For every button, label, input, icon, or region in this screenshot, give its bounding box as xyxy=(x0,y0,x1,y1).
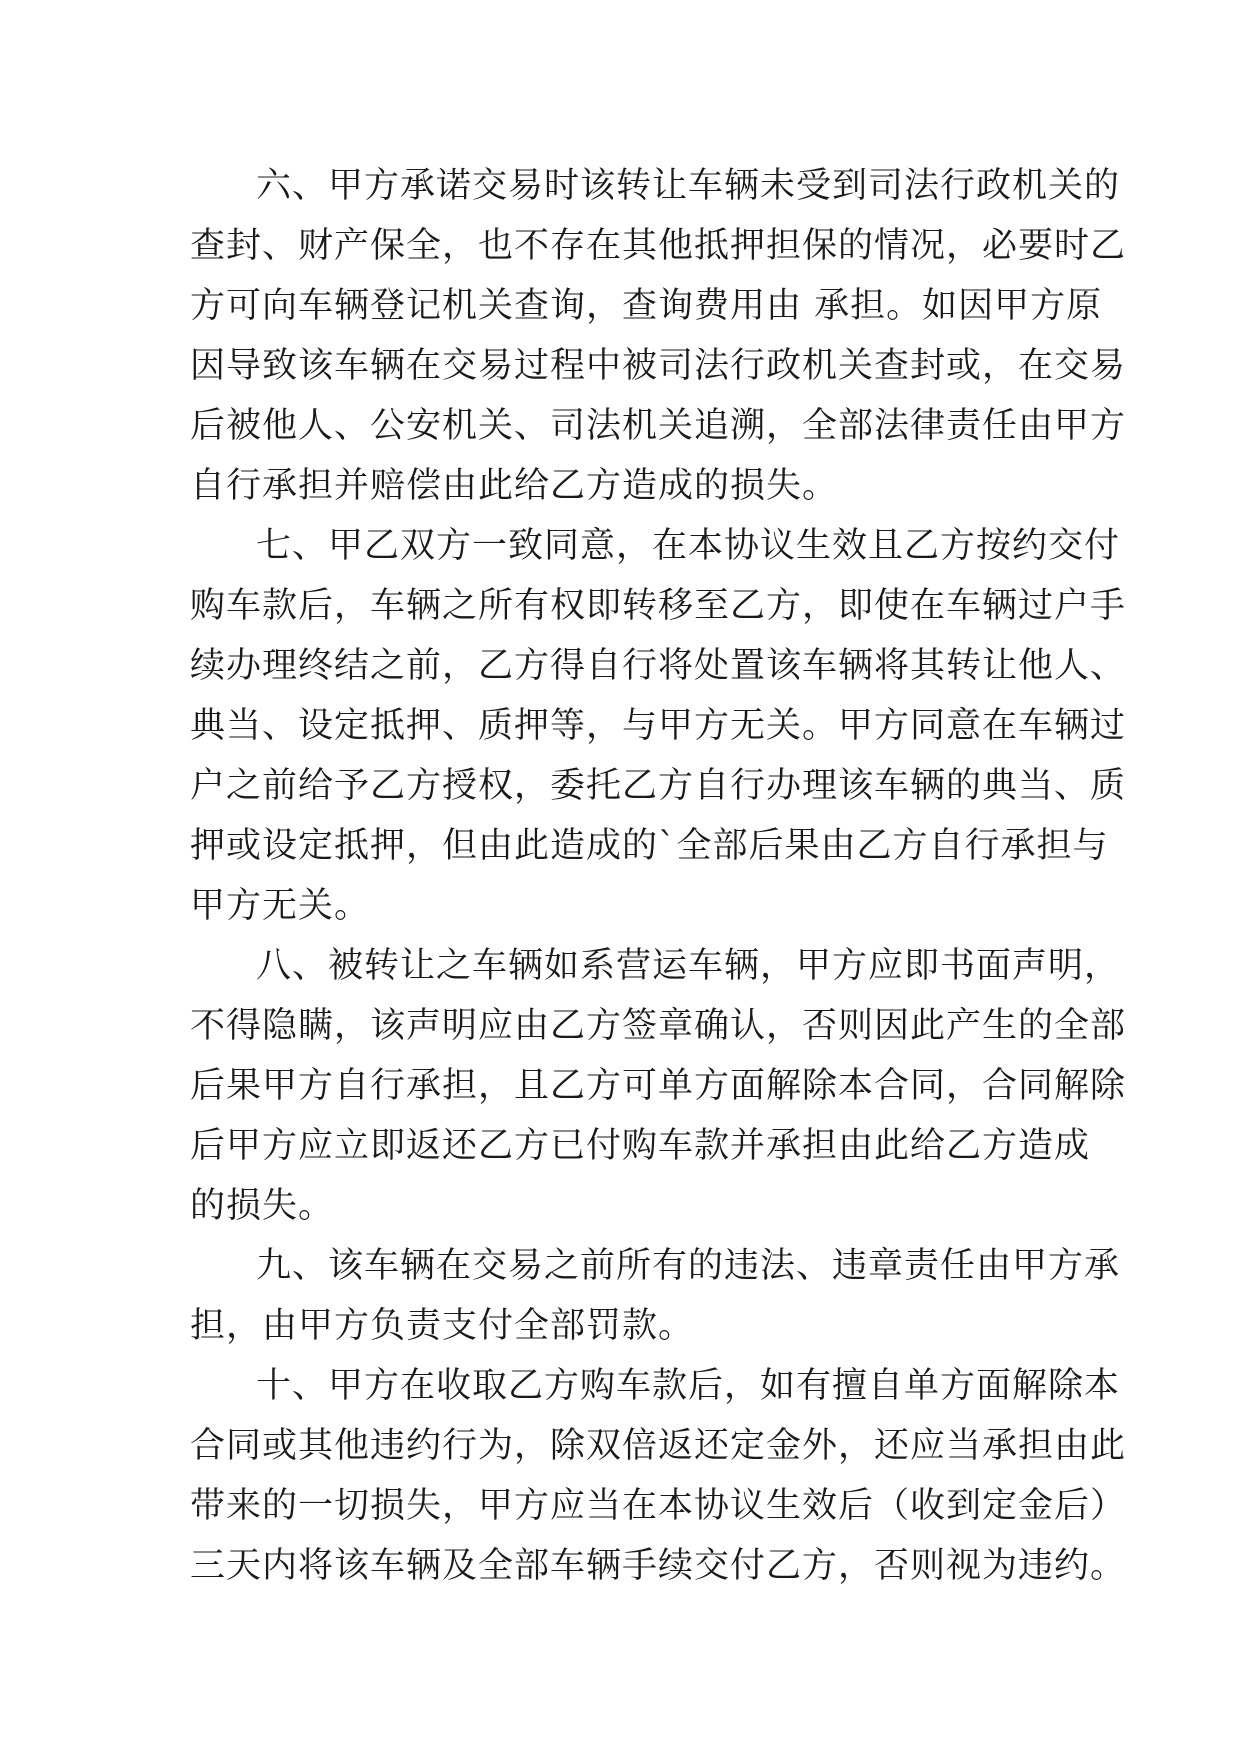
clause-10-line-2: 合同或其他违约行为，除双倍返还定金外，还应当承担由此 xyxy=(190,1426,1127,1466)
clause-6-line-2: 查封、财产保全，也不存在其他抵押担保的情况，必要时乙 xyxy=(190,226,1127,266)
clause-8-line-5: 的损失。 xyxy=(190,1186,335,1226)
clause-10-line-4: 三天内将该车辆及全部车辆手续交付乙方，否则视为违约。 xyxy=(190,1546,1127,1586)
clause-7-line-4: 典当、设定抵押、质押等，与甲方无关。甲方同意在车辆过 xyxy=(190,706,1127,746)
clause-8-paragraph xyxy=(190,936,1127,1236)
clause-7-line-3: 续办理终结之前，乙方得自行将处置该车辆将其转让他人、 xyxy=(190,646,1127,686)
clause-6-line-6: 自行承担并赔偿由此给乙方造成的损失。 xyxy=(190,466,839,506)
clause-10-line-1: 十、甲方在收取乙方购车款后，如有擅自单方面解除本 xyxy=(256,1366,1121,1406)
clause-8-line-2: 不得隐瞒，该声明应由乙方签章确认，否则因此产生的全部 xyxy=(190,1006,1127,1046)
clause-7-paragraph xyxy=(190,516,1127,936)
document-body xyxy=(190,156,1127,1596)
clause-10-line-3: 带来的一切损失，甲方应当在本协议生效后（收到定金后） xyxy=(190,1486,1127,1526)
clause-6-paragraph xyxy=(190,156,1127,516)
clause-10-paragraph xyxy=(190,1356,1127,1596)
clause-7-line-6: 押或设定抵押，但由此造成的`全部后果由乙方自行承担与 xyxy=(190,826,1109,866)
clause-8-line-1: 八、被转让之车辆如系营运车辆，甲方应即书面声明， xyxy=(256,946,1121,986)
clause-9-paragraph xyxy=(190,1236,1121,1356)
clause-6-line-4: 因导致该车辆在交易过程中被司法行政机关查封或，在交易 xyxy=(190,346,1127,386)
clause-6-line-5: 后被他人、公安机关、司法机关追溯，全部法律责任由甲方 xyxy=(190,406,1127,446)
clause-7-line-1: 七、甲乙双方一致同意，在本协议生效且乙方按约交付 xyxy=(256,526,1121,566)
clause-9-line-2: 担，由甲方负责支付全部罚款。 xyxy=(190,1306,695,1346)
clause-7-line-5: 户之前给予乙方授权，委托乙方自行办理该车辆的典当、质 xyxy=(190,766,1127,806)
clause-8-line-4: 后甲方应立即返还乙方已付购车款并承担由此给乙方造成 xyxy=(190,1126,1091,1166)
clause-8-line-3: 后果甲方自行承担，且乙方可单方面解除本合同，合同解除 xyxy=(190,1066,1127,1106)
clause-9-line-1: 九、该车辆在交易之前所有的违法、违章责任由甲方承 xyxy=(256,1246,1121,1286)
clause-7-line-2: 购车款后，车辆之所有权即转移至乙方，即使在车辆过户手 xyxy=(190,586,1127,626)
clause-7-line-7: 甲方无关。 xyxy=(190,886,371,926)
clause-6-line-3: 方可向车辆登记机关查询，查询费用由 承担。如因甲方原 xyxy=(190,286,1103,326)
clause-6-line-1: 六、甲方承诺交易时该转让车辆未受到司法行政机关的 xyxy=(256,166,1121,206)
